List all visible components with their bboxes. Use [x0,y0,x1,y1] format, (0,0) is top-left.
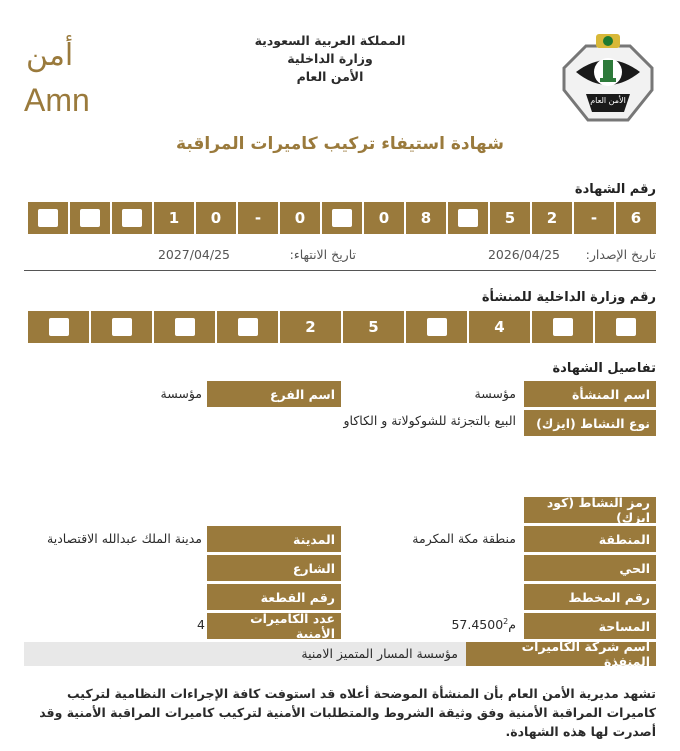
expiry-date-value: 2027/04/25 [157,247,230,262]
facility-digit-box: 5 [341,311,404,343]
installer-company-label: اسم شركة الكاميرات المنفذة [466,642,656,666]
redaction-mask [427,318,447,336]
redaction-mask [238,318,258,336]
facility-number-label: رقم وزارة الداخلية للمنشأة [481,290,656,305]
area-number: 57.4500 [451,617,504,633]
facility-digit-box [530,311,593,343]
facility-name-label: اسم المنشأة [524,381,656,407]
certificate-digit-box: 0 [194,202,236,234]
installer-company-value: مؤسسة المسار المتميز الامنية [301,646,458,661]
area-unit: م [508,617,516,633]
area-value [451,617,516,632]
redaction-mask [122,209,142,227]
brand-ar: أمن [26,38,74,73]
facility-digit-box [404,311,467,343]
area-label: المساحة [524,613,656,639]
certificate-digit-box: 0 [362,202,404,234]
certificate-digit-box [320,202,362,234]
facility-digit-box: 4 [467,311,530,343]
facility-name-value: مؤسسة [474,386,516,401]
region-value: منطقة مكة المكرمة [412,531,516,546]
divider-line [24,270,656,271]
redaction-mask [175,318,195,336]
certificate-digit-box: - [236,202,278,234]
issue-date-value: 2026/04/25 [487,247,560,262]
branch-name-label: اسم الفرع [207,381,341,407]
header-block [250,32,410,86]
district-label: الحي [524,555,656,581]
facility-digit-box [26,311,89,343]
details-section-label: تفاصيل الشهادة [552,361,656,376]
certificate-title: شهادة استيفاء تركيب كاميرات المراقبة [176,134,504,154]
certificate-digit-box: 8 [404,202,446,234]
certificate-digit-box [68,202,110,234]
redaction-mask [458,209,478,227]
certificate-digit-box: 1 [152,202,194,234]
redaction-mask [112,318,132,336]
certificate-number-boxes [26,202,656,234]
issue-date-label: تاريخ الإصدار: [585,247,656,262]
certificate-digit-box: 6 [614,202,656,234]
city-value: مدينة الملك عبدالله الاقتصادية [47,531,202,546]
certificate-digit-box [26,202,68,234]
facility-digit-box [215,311,278,343]
certificate-digit-box: 0 [278,202,320,234]
logo-text: الأمن العام [590,96,626,105]
certificate-statement: تشهد مديرية الأمن العام بأن المنشأة الموضحة أعلاه قد استوفت كافة الإجراءات النظامية لتركيب كاميرات المراقبة الأمنية وفق وثيقة الشروط والمتطلبات الأمنية لتركيب كاميرات المراقبة الأمنية وقد أصدرت لها هذه الشهادة. [39,686,656,739]
facility-digit-box [89,311,152,343]
activity-type-value: البيع بالتجزئة للشوكولاتة و الكاكاو [343,413,516,428]
branch-name-value: مؤسسة [160,386,202,401]
certificate-digit-box [110,202,152,234]
cameras-count-value: 4 [197,617,205,632]
city-label: المدينة [207,526,341,552]
certificate-digit-box: 5 [488,202,530,234]
certificate-number-label: رقم الشهادة [574,182,656,197]
facility-digit-box [152,311,215,343]
cameras-count-label: عدد الكاميرات الأمنية [207,613,341,639]
facility-digit-box [593,311,656,343]
redaction-mask [332,209,352,227]
facility-number-boxes [26,311,656,343]
redaction-mask [49,318,69,336]
kingdom-name: المملكة العربية السعودية [254,33,406,48]
ministry-name: وزارة الداخلية [287,51,373,66]
certificate-digit-box: - [572,202,614,234]
public-security-logo-icon [556,28,660,128]
certificate-digit-box: 2 [530,202,572,234]
brand-en: Amn [24,82,90,118]
facility-digit-box: 2 [278,311,341,343]
plan-number-label: رقم المخطط [524,584,656,610]
certificate-digit-box [446,202,488,234]
activity-type-label: نوع النشاط (ايزك) [524,410,656,436]
redaction-mask [553,318,573,336]
region-label: المنطقة [524,526,656,552]
expiry-date-label: تاريخ الانتهاء: [289,247,356,262]
agency-name: الأمن العام [296,69,364,84]
plot-number-label: رقم القطعة [207,584,341,610]
redaction-mask [38,209,58,227]
activity-code-label: رمز النشاط (كود ايزك) [524,497,656,523]
area-unit-exponent: 2 [503,617,509,626]
redaction-mask [616,318,636,336]
redaction-mask [80,209,100,227]
street-label: الشارع [207,555,341,581]
